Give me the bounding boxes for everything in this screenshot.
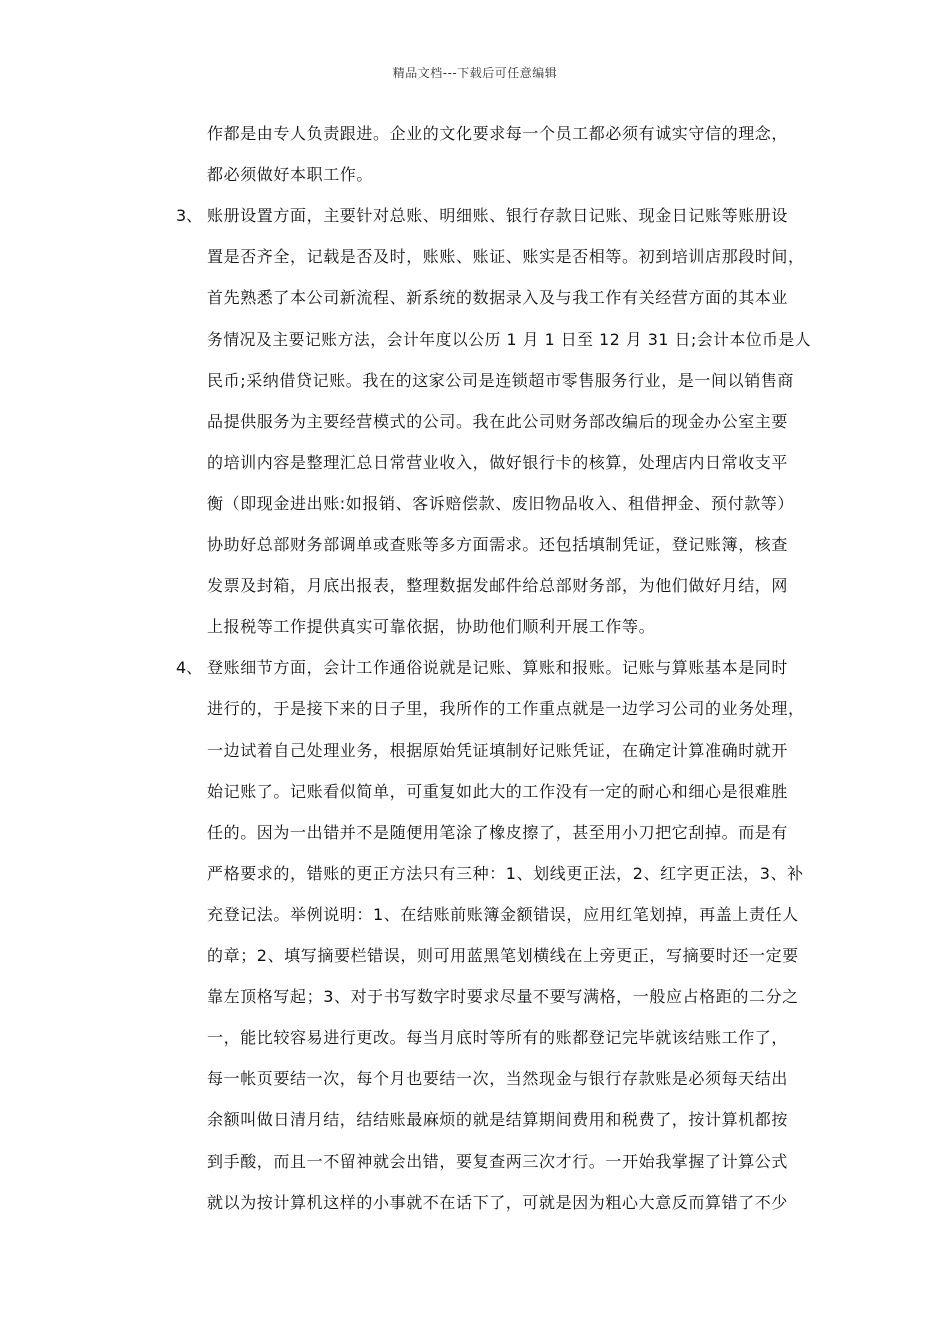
text-line: 充登记法。举例说明：1、在结账前账簿金额错误，应用红笔划掉，再盖上责任人 [207, 904, 799, 924]
text-line: 一边试着自己处理业务，根据原始凭证填制好记账凭证，在确定计算准确时就开 [207, 740, 789, 760]
text-line: 账册设置方面，主要针对总账、明细账、银行存款日记账、现金日记账等账册设 [207, 206, 789, 226]
text-line: 就以为按计算机这样的小事就不在话下了，可就是因为粗心大意反而算错了不少 [207, 1192, 789, 1212]
text-line: 的章；2、填写摘要栏错误，则可用蓝黑笔划横线在上旁更正，写摘要时还一定要 [207, 946, 799, 965]
text-line: 首先熟悉了本公司新流程、新系统的数据录入及与我工作有关经营方面的其本业 [207, 288, 789, 308]
text-line: 衡（即现金进出账:如报销、客诉赔偿款、废旧物品收入、租借押金、预付款等） [207, 493, 794, 513]
item-number: 4、 [176, 658, 203, 678]
text-line: 都必须做好本职工作。 [207, 165, 374, 185]
text-line: 协助好总部财务部调单或查账等多方面需求。还包括填制凭证，登记账簿，核查 [207, 535, 789, 554]
text-line: 发票及封箱，月底出报表，整理数据发邮件给总部财务部，为他们做好月结，网 [207, 576, 789, 596]
text-line: 置是否齐全，记载是否及时，账账、账证、账实是否相等。初到培训店那段时间， [207, 247, 805, 267]
text-line: 务情况及主要记账方法，会计年度以公历 1 月 1 日至 12 月 31 日;会计本位币是人 [207, 329, 812, 349]
page-header: 精品文档---下载后可任意编辑 [392, 66, 558, 80]
text-line: 严格要求的，错账的更正方法只有三种：1、划线更正法，2、红字更正法，3、补 [207, 863, 804, 883]
text-line: 一，能比较容易进行更改。每当月底时等所有的账都登记完毕就该结账工作了， [207, 1028, 789, 1048]
text-line: 上报税等工作提供真实可靠依据，协助他们顺利开展工作等。 [207, 617, 656, 637]
text-line: 的培训内容是整理汇总日常营业收入，做好银行卡的核算，处理店内日常收支平 [207, 452, 789, 472]
text-line: 到手酸，而且一不留神就会出错，要复查两三次才行。一开始我掌握了计算公式 [207, 1151, 789, 1171]
text-line: 品提供服务为主要经营模式的公司。我在此公司财务部改编后的现金办公室主要 [207, 411, 789, 431]
text-line: 登账细节方面，会计工作通俗说就是记账、算账和报账。记账与算账基本是同时 [207, 658, 789, 678]
text-line: 任的。因为一出错并不是随便用笔涂了橡皮擦了，甚至用小刀把它刮掉。而是有 [207, 822, 789, 842]
text-line: 进行的，于是接下来的日子里，我所作的工作重点就是一边学习公司的业务处理， [207, 699, 805, 719]
text-line: 作都是由专人负责跟进。企业的文化要求每一个员工都必须有诚实守信的理念， [207, 124, 789, 143]
text-line: 民币;采纳借贷记账。我在的这家公司是连锁超市零售服务行业，是一间以销售商 [207, 370, 794, 390]
text-line: 始记账了。记账看似简单，可重复如此大的工作没有一定的耐心和细心是很难胜 [207, 781, 789, 801]
item-number: 3、 [176, 206, 203, 226]
text-line: 每一帐页要结一次，每个月也要结一次，当然现金与银行存款账是必须每天结出 [207, 1069, 789, 1089]
text-line: 靠左顶格写起；3、对于书写数字时要求尽量不要写满格，一般应占格距的二分之 [207, 987, 799, 1007]
text-line: 余额叫做日清月结，结结账最麻烦的就是结算期间费用和税费了，按计算机都按 [207, 1110, 789, 1130]
